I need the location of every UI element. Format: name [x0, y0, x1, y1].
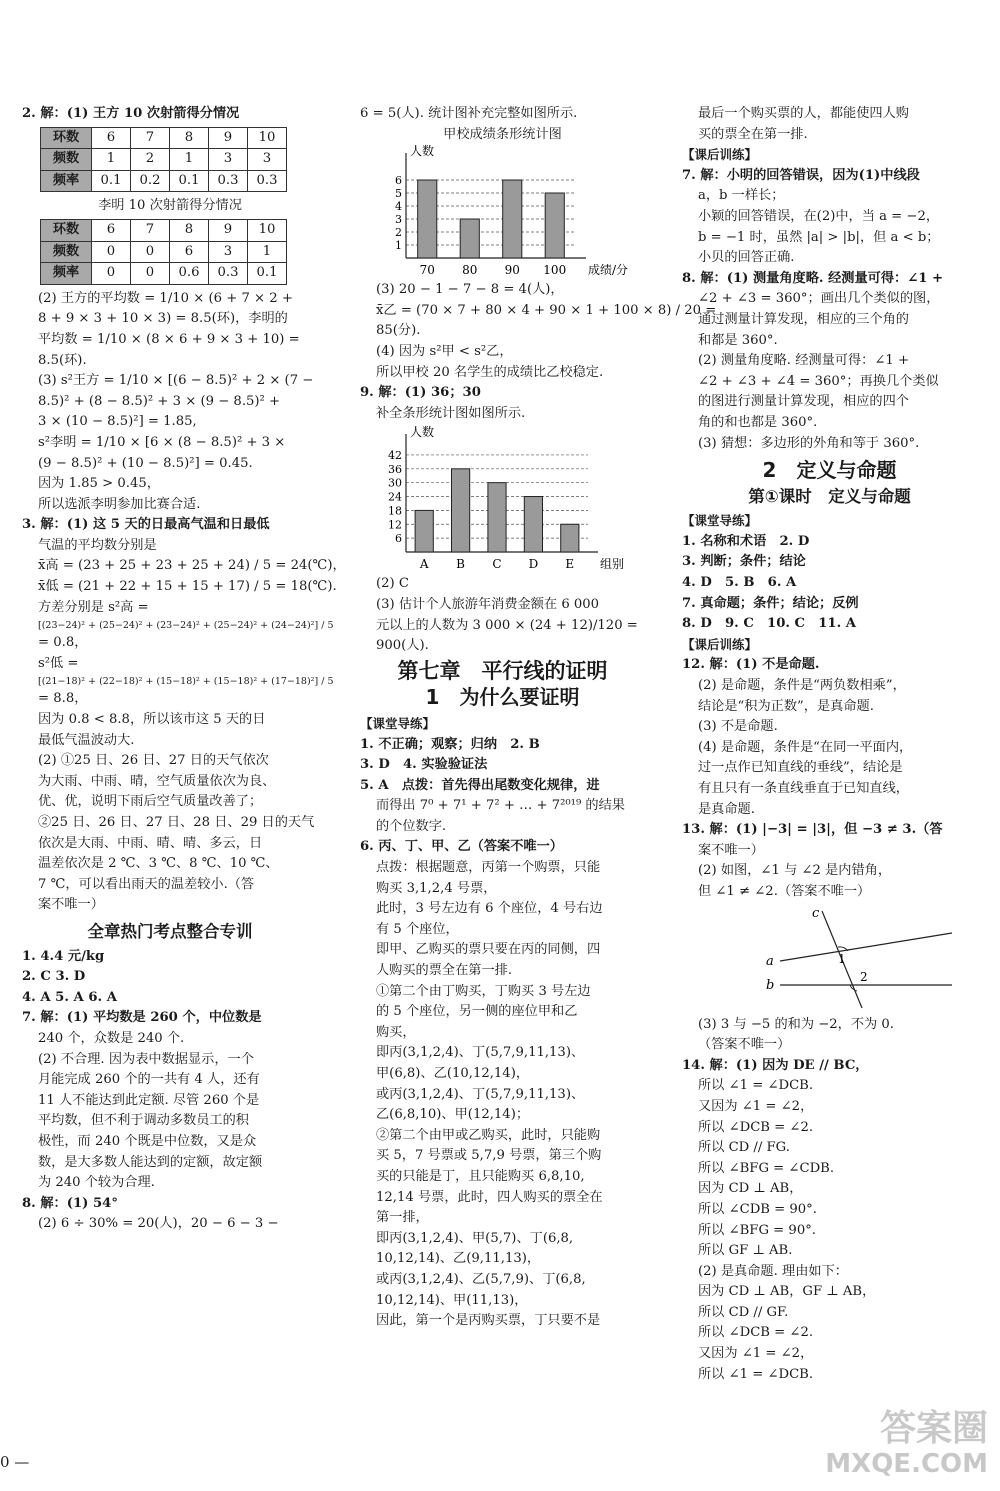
chapter-review-heading: 全章热门考点整合专训 [87, 921, 253, 941]
column-left [22, 104, 346, 1235]
text-line: (3) 20 − 1 − 7 − 8 = 4(人)， [376, 282, 564, 298]
bar-70 [418, 180, 437, 258]
text-line: 所以 ∠DCB = ∠2. [698, 1325, 814, 1341]
watermark-url: MXQE.COM [825, 1449, 988, 1479]
section-title: 2 定义与命题 [762, 458, 897, 483]
text-line: 2. C 3. D [22, 969, 86, 985]
text-line: 3. 判断；条件；结论 [682, 554, 806, 570]
watermark-title: 答案圈 [879, 1408, 988, 1449]
text-line: x̄低 = (21 + 22 + 15 + 15 + 17) / 5 = 18(℃). [38, 579, 337, 595]
text-line: 3 × (10 − 8.5)²] = 1.85, [38, 414, 197, 430]
text-line: 小贝的回答正确. [698, 250, 795, 266]
text-line: 4. A 5. A 6. A [22, 989, 117, 1005]
table-row [41, 219, 287, 241]
angle-1-label: 1 [838, 951, 846, 966]
cell: 7 [131, 219, 170, 241]
text-line: 此时，3 号左边有 6 个座位，4 号右边 [376, 901, 603, 917]
text-line: 所以 GF ⊥ AB. [698, 1243, 793, 1259]
y-tick-label: 6 [395, 174, 402, 188]
table-row [41, 127, 287, 149]
chart-jiaxiao-bar [370, 144, 629, 280]
text-line: (2) 6 ÷ 30% = 20(人)，20 − 6 − 3 − [38, 1216, 279, 1232]
cell: 频率 [41, 170, 92, 192]
text-line: 所以 CD // GF. [698, 1304, 789, 1320]
cell: 3 [248, 149, 287, 171]
y-tick-label: 6 [395, 532, 402, 546]
text-line: 6. 丙、丁、甲、乙（答案不唯一） [360, 839, 563, 855]
text-line: 8 + 9 × 3 + 10 × 3) = 8.5(环)，李明的 [38, 311, 288, 327]
text-line: 14. 解：(1) 因为 DE // BC， [682, 1057, 869, 1073]
angle-2-label: 2 [860, 969, 868, 984]
cell: 环数 [41, 219, 92, 241]
text-line: 优、优，说明下雨后空气质量改善了； [38, 794, 263, 810]
text-line: [(23−24)² + (25−24)² + (23−24)² + (25−24)² + (24−24)²] / 5 [38, 620, 334, 632]
y-axis-label: 人数 [410, 144, 435, 159]
text-line: 所以 CD // FG. [698, 1140, 790, 1156]
table-row [41, 170, 287, 192]
text-line: 12. 解：(1) 不是命题. [682, 657, 820, 673]
text-line: 最后一个购买票的人，都能使四人购 [698, 106, 909, 121]
text-line: 7 ℃，可以看出雨天的温差较小.（答 [38, 876, 255, 892]
x-tick-label: C [492, 557, 502, 572]
text-line: 所以 ∠1 = ∠DCB. [698, 1366, 814, 1382]
text-line: a，b 一样长； [698, 188, 785, 204]
text-line: 又因为 ∠1 = ∠2， [698, 1346, 814, 1362]
y-tick-label: 24 [388, 490, 402, 504]
text-line: 购买， [376, 1024, 416, 1040]
text-line: 和都是 360°. [698, 332, 778, 348]
text-line: 所以 ∠CDB = 90°. [698, 1201, 817, 1217]
text-line: 或丙(3,1,2,4)、乙(5,7,9)、丁(6,8, [376, 1271, 586, 1287]
x-axis-label: 组别 [600, 557, 625, 572]
cell: 8 [170, 127, 209, 149]
text-line: 依次是大雨、中雨、晴、晴、多云，日 [38, 835, 263, 851]
cell: 9 [209, 219, 248, 241]
y-tick-label: 30 [388, 477, 402, 491]
text-line: 4. D 5. B 6. A [682, 575, 797, 591]
cell: 6 [92, 219, 131, 241]
text-line: 12,14 号票，此时，四人购买的票全在 [376, 1189, 603, 1205]
y-tick-label: 42 [388, 449, 402, 463]
text-line: 的图进行测量计算发现，相应的四个 [698, 394, 909, 410]
bar-D [524, 497, 542, 552]
text-line: 为 240 个较为合理. [38, 1175, 155, 1191]
text-line: 5. A 点拨：首先得出尾数变化规律，进 [360, 777, 600, 793]
cell: 环数 [41, 127, 92, 149]
text-line: 即丙(3,1,2,4)、丁(5,7,9,11,13)、 [376, 1045, 585, 1061]
text-line: 有且只有一条直线垂直于已知直线， [698, 781, 909, 796]
text-line: (3) 不是命题. [698, 719, 778, 735]
chart1-title: 甲校成绩条形统计图 [443, 126, 562, 142]
cell: 0.1 [248, 263, 287, 285]
text-line: 气温的平均数分别是 [38, 537, 157, 553]
text-line: 角的和也都是 360°. [698, 414, 818, 430]
tag-classroom: 【课堂导练】 [360, 715, 436, 731]
tag-classroom: 【课堂导练】 [682, 513, 758, 529]
text-line: 因为 1.85 > 0.45， [38, 476, 160, 492]
subsection-title: 第①课时 定义与命题 [748, 486, 911, 506]
cell: 10 [248, 127, 287, 149]
text-line: (2) C [376, 576, 409, 592]
label-c: c [812, 905, 820, 921]
cell: 1 [170, 149, 209, 171]
text-line: 案不唯一） [698, 842, 764, 858]
cell: 2 [131, 149, 170, 171]
text-line: (2) 是命题，条件是“两负数相乘”， [698, 678, 906, 694]
bar-100 [545, 193, 564, 258]
liming-table [40, 219, 287, 285]
section-title: 1 为什么要证明 [425, 685, 580, 710]
text-line: 8.5(环). [38, 352, 87, 368]
text-line: (2) 如图，∠1 与 ∠2 是内错角， [698, 863, 892, 879]
text-line: 1. 不正确；观察；归纳 2. B [360, 736, 540, 752]
x-tick-label: A [419, 557, 429, 572]
text-line: 7. 解：(1) 平均数是 260 个，中位数是 [22, 1010, 262, 1026]
text-line: 为大雨、中雨、晴，空气质量依次为良、 [38, 773, 276, 789]
text-line: 是真命题. [698, 801, 755, 817]
text-line: 点拨：根据题意，丙第一个购票，只能 [376, 860, 601, 876]
text-line: = 8.8， [38, 691, 88, 707]
cell: 3 [209, 149, 248, 171]
cell: 0.3 [209, 170, 248, 192]
label-a: a [766, 953, 774, 969]
text-line: 3. D 4. 实验验证法 [360, 757, 488, 773]
text-line: (4) 因为 s²甲 < s²乙， [376, 343, 513, 359]
text-line: (3) 估计个人旅游年消费金额在 6 000 [376, 596, 600, 612]
y-tick-label: 1 [395, 239, 402, 253]
text-line: (4) 是命题，条件是“在同一平面内， [698, 739, 913, 755]
text-line: 8.5)² + (8 − 8.5)² + 3 × (9 − 8.5)² + [38, 393, 281, 409]
cell: 频率 [41, 263, 92, 285]
text-line: 极性，而 240 个既是中位数，又是众 [38, 1133, 257, 1149]
bar-A [415, 511, 433, 553]
text-line: 补全条形统计图如图所示. [376, 405, 526, 421]
cell: 频数 [41, 149, 92, 171]
cell: 10 [248, 219, 287, 241]
tag-after-class: 【课后训练】 [682, 636, 758, 652]
y-tick-label: 4 [395, 200, 402, 214]
text-line: 的 5 个座位，另一侧的座位甲和乙 [376, 1004, 578, 1020]
y-tick-label: 2 [395, 226, 402, 240]
line-a [780, 933, 952, 961]
cell: 0.3 [248, 170, 287, 192]
text-line: (3) 猜想：多边形的外角和等于 360°. [698, 435, 920, 451]
text-line: 最低气温波动大. [38, 732, 135, 748]
text-line: 8. 解：(1) 54° [22, 1195, 118, 1211]
chapter-title: 第七章 平行线的证明 [397, 658, 608, 683]
cell: 频数 [41, 241, 92, 263]
text-line: 小颖的回答错误，在(2)中，当 a = −2， [698, 208, 940, 224]
column-right [682, 104, 977, 1385]
text-line: x̄高 = (23 + 25 + 23 + 25 + 24) / 5 = 24(℃)， [38, 558, 346, 574]
text-line: 13. 解：(1) |−3| = |3|，但 −3 ≠ 3.（答 [682, 822, 943, 838]
cell: 0.6 [170, 263, 209, 285]
y-tick-label: 3 [395, 213, 402, 227]
q2-intro: 2. 解：(1) 王方 10 次射箭得分情况 [22, 106, 240, 121]
text-line: 10,12,14)、乙(9,11,13)， [376, 1251, 541, 1267]
x-tick-label: 80 [462, 263, 478, 278]
text-line: 甲(6,8)、乙(10,12,14)， [376, 1066, 530, 1081]
text-line: (3) 3 与 −5 的和为 −2，不为 0. [698, 1016, 894, 1032]
text-line: (2) 测量角度略. 经测量可得：∠1 + [698, 353, 909, 369]
cell: 0 [92, 241, 131, 263]
cell: 6 [92, 127, 131, 149]
y-tick-label: 5 [395, 187, 402, 201]
text-line: 10,12,14)、甲(11,13)， [376, 1292, 528, 1308]
text-line: 900(人). [376, 638, 429, 654]
angle-figure [762, 903, 962, 1015]
cell: 0.2 [131, 170, 170, 192]
x-tick-label: 90 [504, 263, 520, 278]
wangfang-table [40, 127, 287, 193]
x-tick-label: 70 [419, 263, 435, 278]
text-line: 温差依次是 2 ℃、3 ℃、8 ℃、10 ℃、 [38, 856, 279, 872]
bar-90 [503, 180, 522, 258]
cell: 0.3 [209, 263, 248, 285]
bar-E [561, 525, 579, 553]
watermark [825, 1409, 988, 1479]
text-line: 或丙(3,1,2,4)、丁(5,7,9,11,13)、 [376, 1086, 585, 1102]
x-tick-label: D [528, 557, 539, 572]
text-line: 所以 ∠DCB = ∠2. [698, 1119, 814, 1135]
y-axis-label: 人数 [410, 425, 435, 440]
x-tick-label: 100 [543, 263, 567, 278]
x-tick-label: B [456, 557, 466, 572]
text-line: 买的票全在第一排. [698, 126, 808, 142]
label-b: b [766, 977, 775, 993]
column-middle [360, 104, 717, 1332]
text-line: 所以 ∠1 = ∠DCB. [698, 1078, 814, 1094]
y-tick-label: 36 [388, 463, 402, 477]
cell: 8 [170, 219, 209, 241]
page-number: 0 — [0, 1453, 30, 1472]
text-line: 结论是“积为正数”，是真命题. [698, 698, 874, 714]
text-line: 所以 ∠BFG = ∠CDB. [698, 1160, 835, 1176]
text-line: 8. 解：(1) 测量角度略. 经测量可得：∠1 + [682, 270, 944, 286]
text-line: x̄乙 = (70 × 7 + 80 × 4 + 90 × 1 + 100 × 8) / 20 = [376, 302, 717, 318]
chart-group-bar [368, 424, 638, 574]
text-line: 有 5 个座位， [376, 921, 459, 937]
y-tick-label: 12 [388, 518, 402, 532]
cell: 0 [131, 263, 170, 285]
cell: 0.1 [170, 170, 209, 192]
text-line: 买的只能是丁，且只能购买 6,8,10, [376, 1168, 585, 1184]
cell: 9 [209, 127, 248, 149]
text-line: [(21−18)² + (22−18)² + (15−18)² + (15−18)² + (17−18)²] / 5 [38, 676, 334, 688]
text-line: 因为 0.8 < 8.8，所以该市这 5 天的日 [38, 712, 266, 728]
text-line: 所以甲校 20 名学生的成绩比乙校稳定. [376, 364, 604, 380]
text-line: 而得出 7⁰ + 7¹ + 7² + … + 7²⁰¹⁹ 的结果 [376, 798, 625, 814]
y-tick-label: 18 [388, 504, 402, 518]
text-line: 240 个，众数是 240 个. [38, 1030, 185, 1046]
text-line: = 0.8， [38, 635, 88, 651]
liming-table-title: 李明 10 次射箭得分情况 [98, 198, 242, 214]
cell: 0 [92, 263, 131, 285]
text-line: (2) 是真命题. 理由如下： [698, 1263, 848, 1279]
text-line: 3. 解：(1) 这 5 天的日最高气温和日最低 [22, 517, 270, 533]
text-line: 数，是大多数人能达到的定额，故定额 [38, 1154, 263, 1170]
text-line: ∠2 + ∠3 = 360°；画出几个类似的图， [698, 291, 940, 307]
text-line: 乙(6,8,10)、甲(12,14)； [376, 1107, 530, 1123]
text-line: (3) s²王方 = 1/10 × [(6 − 8.5)² + 2 × (7 − [38, 373, 314, 389]
text-line: 通过测量计算发现，相应的三个角的 [698, 311, 909, 327]
tag-after-class: 【课后训练】 [682, 147, 758, 163]
cell: 7 [131, 127, 170, 149]
text-line: 平均数 = 1/10 × (8 × 6 + 9 × 3 + 10) = [38, 331, 300, 347]
text-line: 8. D 9. C 10. C 11. A [682, 616, 857, 632]
cell: 6 [170, 241, 209, 263]
text-line: 1. 名称和术语 2. D [682, 533, 810, 549]
text-line: 又因为 ∠1 = ∠2， [698, 1098, 814, 1114]
text-line: (2) 不合理. 因为表中数据显示，一个 [38, 1051, 254, 1067]
cell: 1 [92, 149, 131, 171]
cell: 3 [209, 241, 248, 263]
text-line: 所以 ∠BFG = 90°. [698, 1222, 816, 1238]
cell: 0 [131, 241, 170, 263]
text-line: 第一排， [376, 1210, 429, 1226]
text-line: 方差分别是 s²高 = [38, 599, 149, 615]
text-line: 因为 CD ⊥ AB，GF ⊥ AB， [698, 1284, 876, 1300]
bar-80 [460, 219, 479, 258]
text-line: 7. 真命题；条件；结论；反例 [682, 595, 859, 611]
bar-B [452, 469, 470, 552]
cell: 1 [248, 241, 287, 263]
text-line: (9 − 8.5)² + (10 − 8.5)²] = 0.45. [38, 455, 253, 471]
text-line: 的个位数字. [376, 818, 447, 834]
text-line: b = −1 时，虽然 |a| > |b|，但 a < b； [698, 229, 940, 245]
x-tick-label: E [565, 557, 575, 572]
table-row [41, 263, 287, 285]
text-line: 人购买的票全在第一排. [376, 963, 513, 979]
text-line: 即丙(3,1,2,4)、甲(5,7)、丁(6,8, [376, 1230, 574, 1246]
text-line: 元以上的人数为 3 000 × (24 + 12)/120 = [376, 617, 638, 633]
x-axis-label: 成绩/分 [588, 263, 629, 278]
text-line: 平均数，但不利于调动多数员工的积 [38, 1113, 249, 1129]
text-line: 过一点作已知直线的垂线”，结论是 [698, 760, 903, 776]
text-line: ①第二个由丁购买，丁购买 3 号左边 [376, 983, 591, 999]
table-row [41, 149, 287, 171]
text-line: 但 ∠1 ≠ ∠2.（答案不唯一） [698, 883, 871, 899]
bar-C [488, 483, 506, 552]
text-line: ∠2 + ∠3 + ∠4 = 360°；再换几个类似 [698, 373, 939, 389]
text-line: ②第二个由甲或乙购买，此时，只能购 [376, 1127, 601, 1143]
text-line: (2) 王方的平均数 = 1/10 × (6 + 7 × 2 + [38, 290, 293, 306]
text-line: 购买 3,1,2,4 号票， [376, 880, 497, 896]
text-line: 买 5，7 号票或 5,7,9 号票，第三个购 [376, 1148, 602, 1164]
cell: 0.1 [92, 170, 131, 192]
text-line: 因为 CD ⊥ AB， [698, 1181, 803, 1197]
table-row [41, 241, 287, 263]
text-line: 因此，第一个是丙购买票，丁只要不是 [376, 1313, 601, 1329]
text-line: 6 = 5(人). 统计图补充完整如图所示. [360, 106, 578, 121]
text-line: s²低 = [38, 655, 79, 671]
text-line: 月能完成 260 个的一共有 4 人，还有 [38, 1072, 260, 1088]
text-line: （答案不唯一） [698, 1037, 791, 1053]
text-line: s²李明 = 1/10 × [6 × (8 − 8.5)² + 3 × [38, 434, 286, 450]
text-line: 即甲、乙购买的票只要在丙的同侧，四 [376, 942, 601, 958]
text-line: (2) ①25 日、26 日、27 日的天气依次 [38, 753, 269, 769]
text-line: 所以选派李明参加比赛合适. [38, 496, 201, 512]
text-line: 11 人不能达到此定额. 尽管 260 个是 [38, 1092, 260, 1108]
text-line: 1. 4.4 元/kg [22, 948, 105, 964]
text-line: 85(分). [376, 323, 421, 339]
text-line: 案不唯一） [38, 897, 104, 913]
text-line: 7. 解：小明的回答错误，因为(1)中线段 [682, 167, 920, 183]
text-line: ②25 日、26 日、27 日、28 日、29 日的天气 [38, 815, 315, 830]
text-line: 9. 解：(1) 36；30 [360, 385, 481, 401]
